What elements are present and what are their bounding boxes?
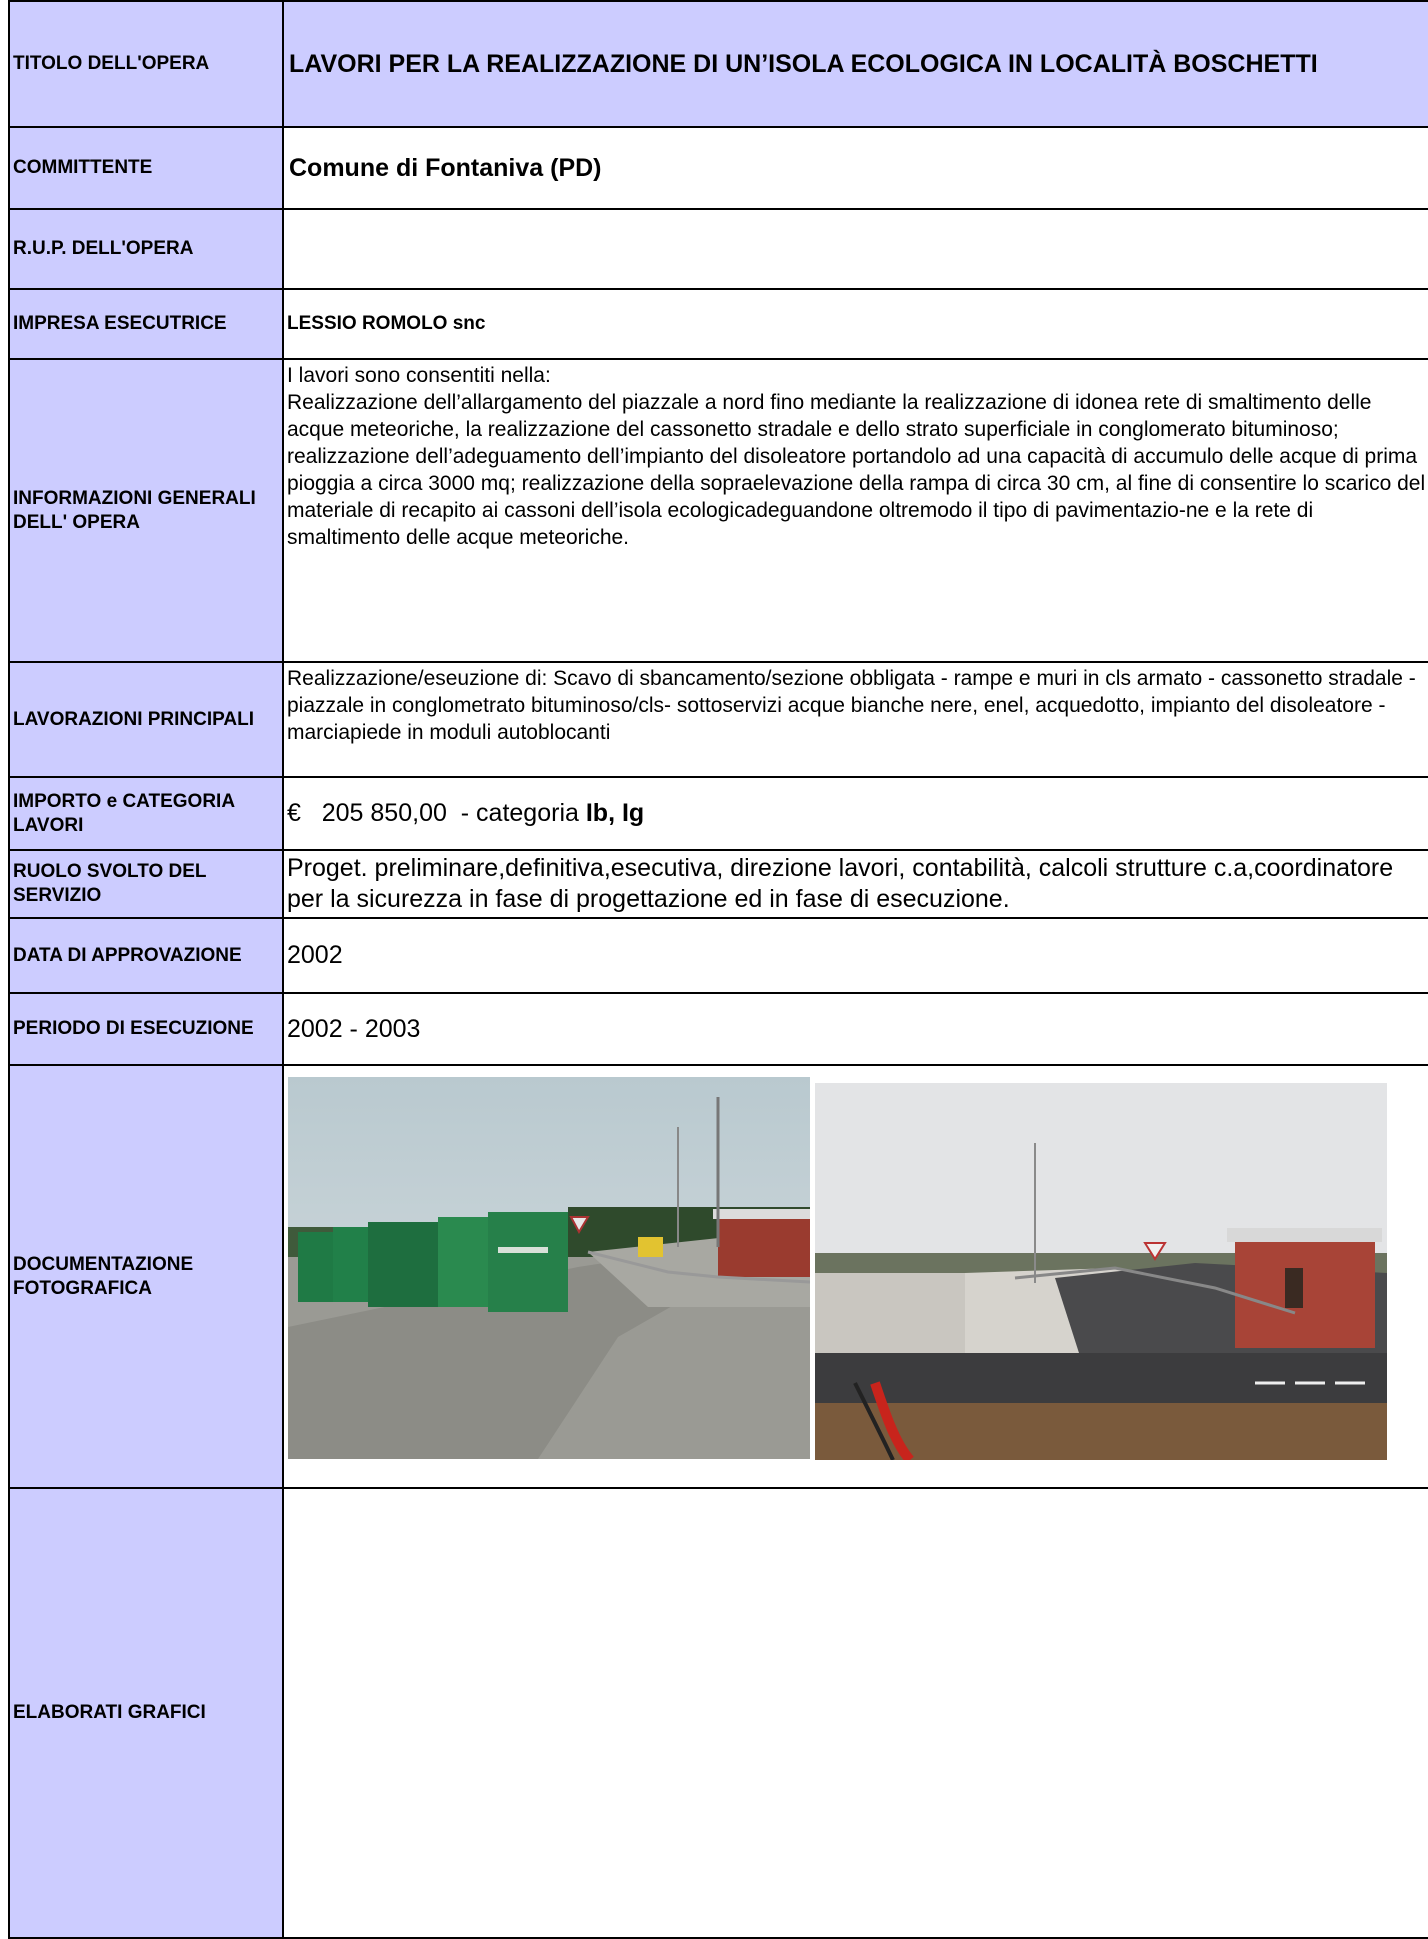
- committente-label: COMMITTENTE: [9, 127, 283, 209]
- lavorazioni-value: Realizzazione/eseuzione di: Scavo di sbancamento/sezione obbligata - rampe e muri in cls armato - cassonetto stradale - piazzale in conglometrato bituminoso/cls- sottoservizi acque bianche nere, enel, acquedotto, impianto del disoleatore - marciapiede in moduli autoblocanti: [283, 662, 1428, 777]
- periodo-label: PERIODO DI ESECUZIONE: [9, 993, 283, 1065]
- periodo-value: 2002 - 2003: [283, 993, 1428, 1065]
- informazioni-cell: [283, 359, 1428, 662]
- photo-ramp-image: [815, 1083, 1387, 1460]
- row-periodo: [9, 993, 1428, 1065]
- categoria-value: Ib, Ig: [585, 799, 645, 827]
- project-sheet-table: [8, 0, 1428, 1939]
- ruolo-value: Proget. preliminare,definitiva,esecutiva, direzione lavori, contabilità, calcoli strutture c.a,coordinatore per la sicurezza in fase di progettazione ed in fase di esecuzione.: [283, 850, 1428, 918]
- impresa-label: IMPRESA ESECUTRICE: [9, 289, 283, 359]
- committente-value: Comune di Fontaniva (PD): [283, 127, 1428, 209]
- row-elaborati: [9, 1488, 1428, 1938]
- photo-containers: [288, 1077, 810, 1459]
- titolo-label: TITOLO DELL'OPERA: [9, 1, 283, 127]
- titolo-value: LAVORI PER LA REALIZZAZIONE DI UN’ISOLA ECOLOGICA IN LOCALITÀ BOSCHETTI: [283, 1, 1428, 127]
- photo-containers-image: [288, 1077, 810, 1459]
- row-ruolo: [9, 850, 1428, 918]
- elaborati-label: ELABORATI GRAFICI: [9, 1488, 283, 1938]
- categoria-prefix: - categoria: [460, 799, 579, 827]
- row-importo: [9, 777, 1428, 850]
- informazioni-intro: I lavori sono consentiti nella:: [287, 364, 551, 387]
- informazioni-value: Realizzazione dell’allargamento del piazzale a nord fino mediante la realizzazione di idonea rete di smaltimento delle acque meteoriche, la realizzazione del cassonetto stradale e dello strato superficiale in conglomerato bituminoso; realizzazione dell’adeguamento dell’impianto del disoleatore portandolo ad una capacità di accumulo delle acque di prima pioggia a circa 3000 mq; realizzazione della sopraelevazione della rampa di circa 30 cm, al fine di consentire lo scarico del materiale di recapito ai cassoni dell’isola ecologicadeguandone oltremodo il tipo di pavimentazio-ne e la rete di smaltimento delle acque meteoriche.: [287, 391, 1426, 549]
- row-titolo: [9, 1, 1428, 127]
- informazioni-label: INFORMAZIONI GENERALI DELL' OPERA: [9, 359, 283, 662]
- impresa-value: LESSIO ROMOLO snc: [283, 289, 1428, 359]
- documentazione-cell: [283, 1065, 1428, 1488]
- row-committente: [9, 127, 1428, 209]
- row-informazioni: [9, 359, 1428, 662]
- importo-cell: [283, 777, 1428, 850]
- photo-ramp: [815, 1083, 1387, 1460]
- importo-amount: 205 850,00: [321, 799, 447, 827]
- data-label: DATA DI APPROVAZIONE: [9, 918, 283, 993]
- row-lavorazioni: [9, 662, 1428, 777]
- importo-label: IMPORTO e CATEGORIA LAVORI: [9, 777, 283, 850]
- row-rup: [9, 209, 1428, 289]
- row-documentazione: [9, 1065, 1428, 1488]
- row-impresa: [9, 289, 1428, 359]
- ruolo-label: RUOLO SVOLTO DEL SERVIZIO: [9, 850, 283, 918]
- elaborati-value: [283, 1488, 1428, 1938]
- rup-value: [283, 209, 1428, 289]
- lavorazioni-label: LAVORAZIONI PRINCIPALI: [9, 662, 283, 777]
- currency-symbol: €: [287, 799, 301, 827]
- row-data: [9, 918, 1428, 993]
- rup-label: R.U.P. DELL'OPERA: [9, 209, 283, 289]
- documentazione-label: DOCUMENTAZIONE FOTOGRAFICA: [9, 1065, 283, 1488]
- data-value: 2002: [283, 918, 1428, 993]
